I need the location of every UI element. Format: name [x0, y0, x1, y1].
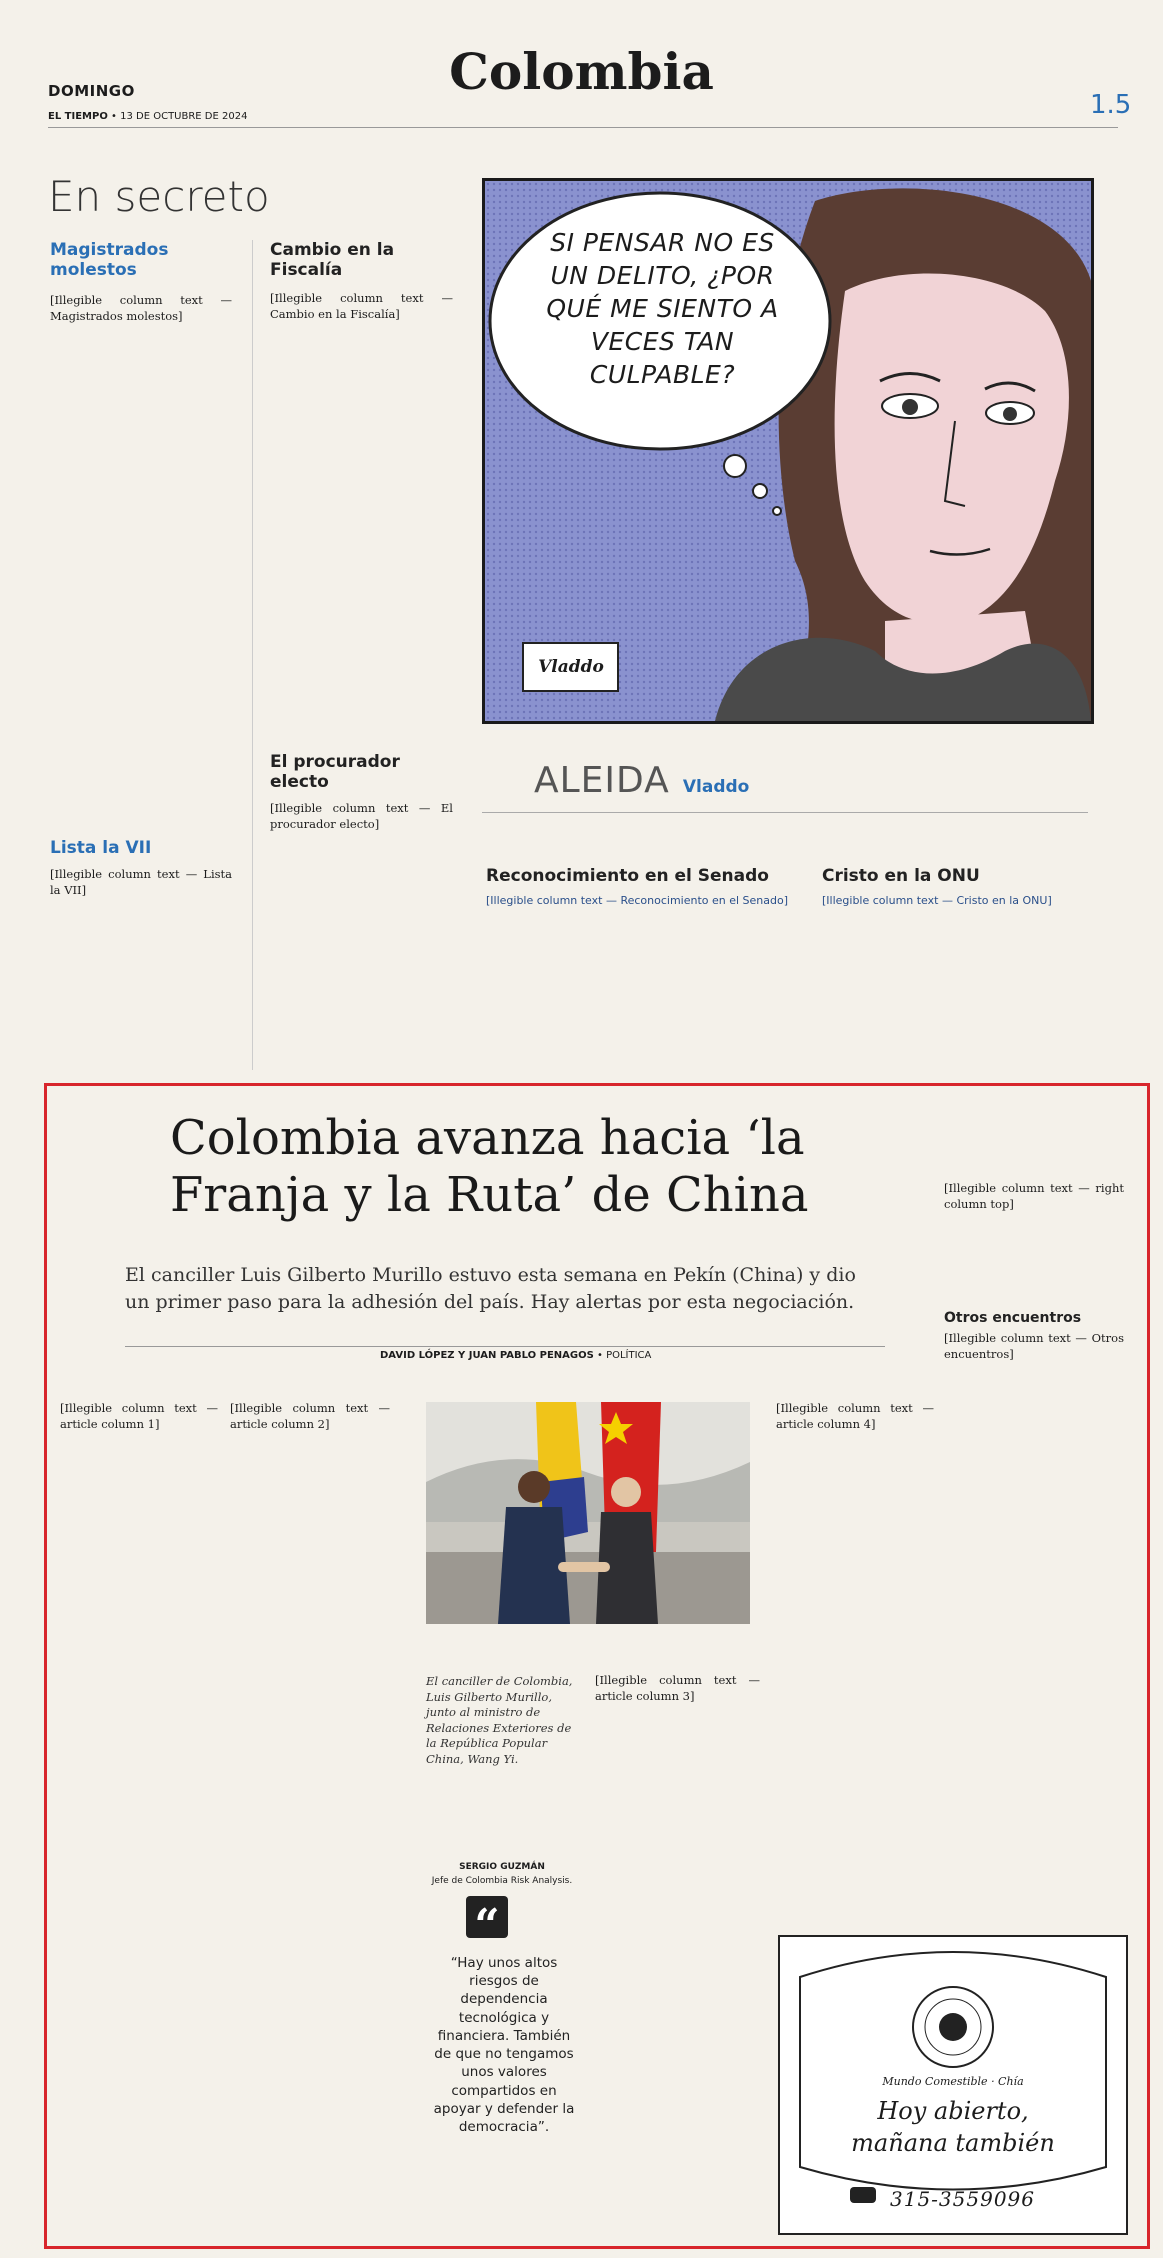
quote-name: SERGIO GUZMÁN: [459, 1862, 545, 1872]
secreto-col2-text: [Illegible column text — Cambio en la Fiscalía]: [270, 291, 453, 322]
byline-authors: DAVID LÓPEZ Y JUAN PABLO PENAGOS: [380, 1350, 594, 1361]
byline-rule: [125, 1346, 885, 1347]
article-right-head: Otros encuentros: [944, 1310, 1082, 1326]
secreto-title: En secreto: [48, 172, 270, 221]
secreto-col1-text2: [Illegible column text — Lista la VII]: [50, 867, 232, 898]
header-paper: [48, 111, 247, 122]
article-col1: [Illegible column text — article column 1]: [60, 1401, 218, 1432]
ad-box: [778, 1935, 1128, 2235]
ad-ring-text: Mundo Comestible · Chía: [882, 2075, 1024, 2088]
header-day: DOMINGO: [48, 82, 135, 100]
briefs-senado-text: [Illegible column text — Reconocimiento en el Senado]: [486, 894, 789, 907]
secreto-col2-text2: [Illegible column text — El procurador electo]: [270, 801, 453, 832]
secreto-col1-text: [Illegible column text — Magistrados molestos]: [50, 293, 232, 324]
secreto-divider: [252, 240, 253, 1070]
article-col4: [Illegible column text — article column 4]: [776, 1401, 934, 1432]
ad-line2: mañana también: [851, 2129, 1055, 2157]
secreto-col2-head: Cambio en la Fiscalía: [270, 240, 395, 281]
comic-strip-line: [482, 812, 1088, 813]
article-photo: [426, 1402, 750, 1624]
ad-line1: Hoy abierto,: [877, 2097, 1029, 2125]
quote-role: Jefe de Colombia Risk Analysis.: [431, 1876, 573, 1886]
ad-phone: 315-3559096: [890, 2187, 1036, 2211]
article-headline: Colombia avanza hacia ‘la Franja y la Ruta’ de China: [170, 1110, 809, 1223]
article-photo-illustration: [426, 1402, 750, 1624]
secreto-col1-head: Magistrados molestos: [50, 240, 169, 281]
header-rule: [48, 127, 1118, 128]
byline: [380, 1350, 651, 1361]
quote-mark-icon: “: [466, 1896, 508, 1938]
briefs-onu-text: [Illegible column text — Cristo en la ONU]: [822, 894, 1052, 907]
article-lead: El canciller Luis Gilberto Murillo estuvo esta semana en Pekín (China) y dio un primer paso para la adhesión del país. Hay alertas por esta negociación.: [125, 1264, 856, 1313]
comic-strip-label: [534, 760, 749, 801]
briefs-senado-head: Reconocimiento en el Senado: [486, 866, 769, 886]
comic-speech: SI PENSAR NO ES UN DELITO, ¿POR QUÉ ME SIENTO A VECES TAN CULPABLE?: [546, 228, 779, 389]
comic-strip-title: ALEIDA: [534, 760, 670, 801]
header-paper-name: EL TIEMPO: [48, 111, 108, 122]
comic-signature: Vladdo: [538, 657, 604, 677]
quote-text: “Hay unos altos riesgos de dependencia tecnológica y financiera. También de que no tengamos unos valores compartidos en apoyar y defender la democracia”.: [433, 1955, 575, 2135]
header-date: • 13 DE OCTUBRE DE 2024: [111, 111, 248, 122]
briefs-onu-head: Cristo en la ONU: [822, 866, 980, 886]
byline-section: • POLÍTICA: [597, 1350, 652, 1361]
article-col3: [Illegible column text — article column 3]: [595, 1673, 760, 1704]
comic-panel: [482, 178, 1094, 724]
article-right-top: [Illegible column text — right column top]: [944, 1181, 1124, 1212]
comic-strip-author: Vladdo: [682, 777, 750, 797]
photo-caption: El canciller de Colombia, Luis Gilberto Murillo, junto al ministro de Relaciones Exteriores de la República Popular China, Wang Yi.: [426, 1674, 573, 1766]
article-right-text: [Illegible column text — Otros encuentros]: [944, 1331, 1124, 1362]
article-col2: [Illegible column text — article column 2]: [230, 1401, 390, 1432]
secreto-col1-head2: Lista la VII: [50, 838, 152, 858]
secreto-col2-head2: El procurador electo: [270, 752, 400, 793]
section-title: Colombia: [449, 42, 714, 101]
page-number: 1.5: [1090, 90, 1132, 120]
